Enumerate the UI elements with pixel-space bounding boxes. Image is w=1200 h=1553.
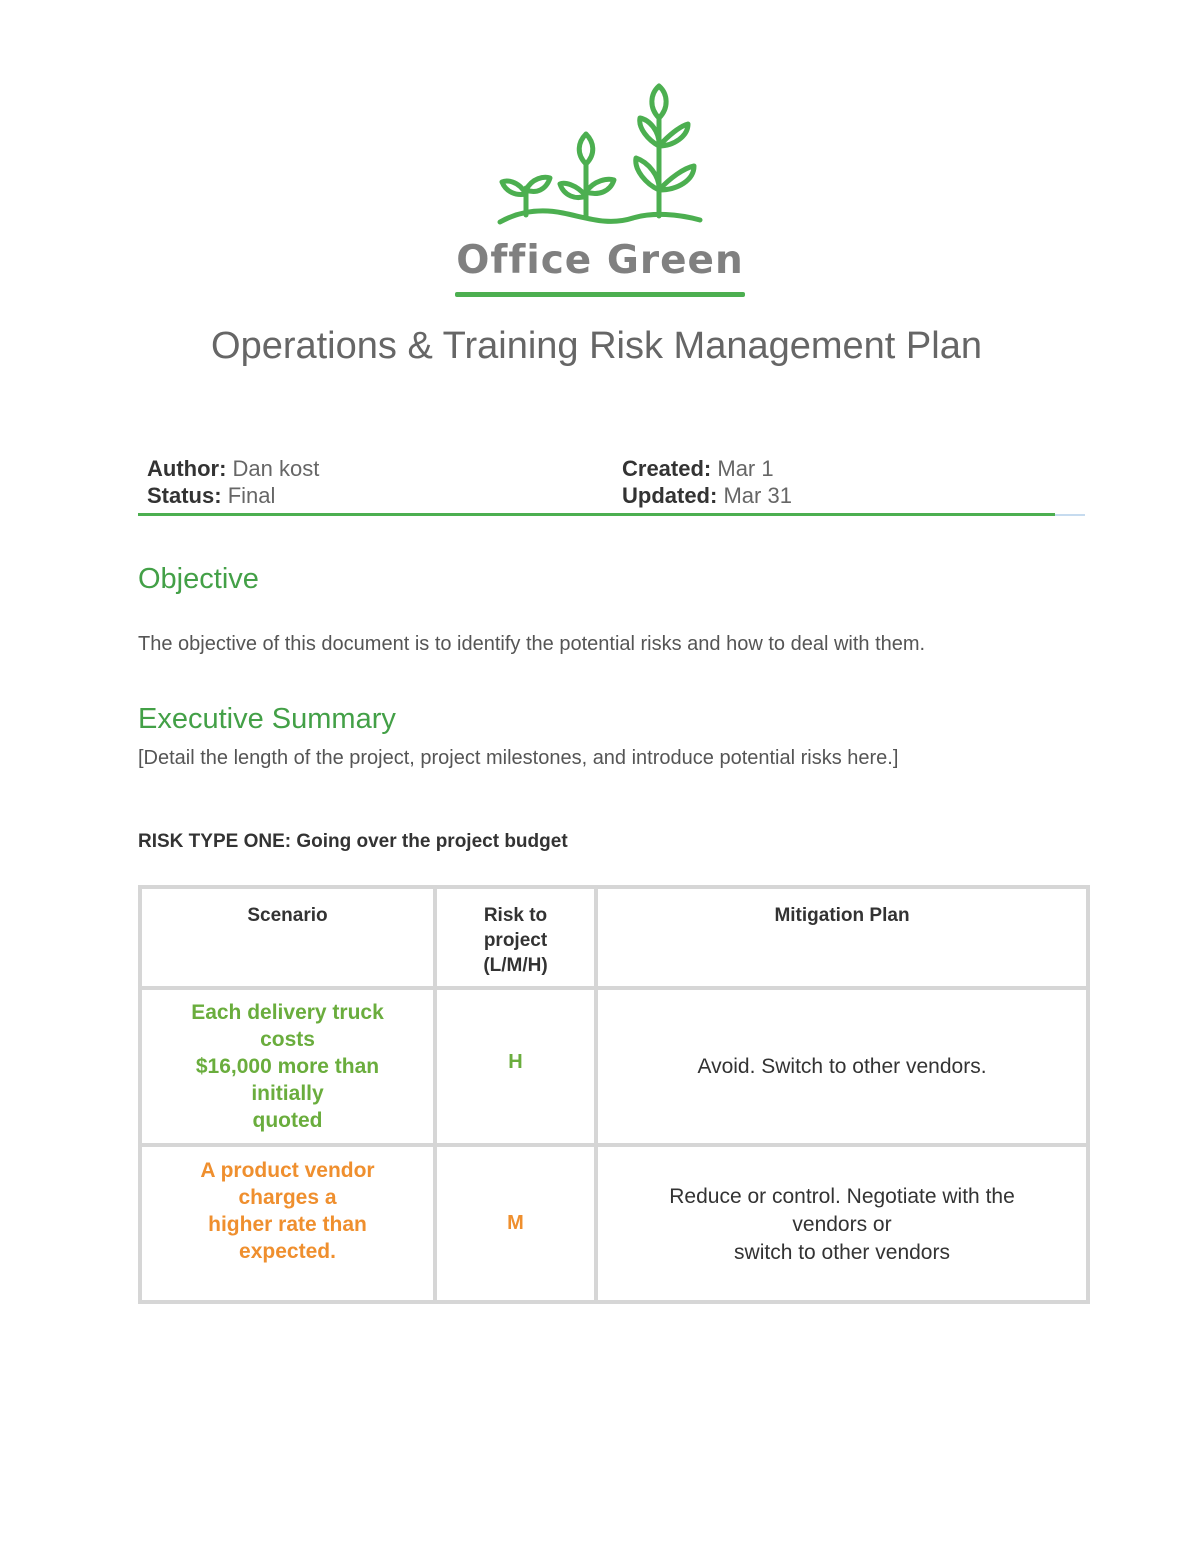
table-row bbox=[140, 1145, 1088, 1302]
mitigation-cell bbox=[596, 1145, 1088, 1302]
updated-value: Mar 31 bbox=[723, 483, 792, 508]
status-line bbox=[147, 482, 319, 509]
author-label: Author: bbox=[147, 456, 227, 481]
scenario-line: A product vendor bbox=[200, 1159, 375, 1182]
brand-name: Office Green bbox=[456, 238, 744, 283]
brand-underline bbox=[455, 292, 745, 297]
meta-left bbox=[147, 455, 319, 509]
table-row bbox=[140, 988, 1088, 1145]
mitigation-line: Reduce or control. Negotiate with the bbox=[669, 1185, 1015, 1208]
executive-summary-heading: Executive Summary bbox=[138, 703, 396, 735]
scenario-line: initially bbox=[251, 1082, 324, 1105]
mitigation-cell bbox=[596, 988, 1088, 1145]
objective-text: The objective of this document is to identify the potential risks and how to deal with them. bbox=[138, 633, 926, 655]
created-line bbox=[622, 455, 792, 482]
header-risk-line: (L/M/H) bbox=[483, 955, 548, 976]
header-scenario: Scenario bbox=[140, 887, 435, 988]
meta-divider-tail bbox=[1055, 514, 1085, 516]
author-value: Dan kost bbox=[232, 456, 320, 481]
updated-label: Updated: bbox=[622, 483, 718, 508]
risk-type-label: RISK TYPE ONE: Going over the project budget bbox=[138, 831, 568, 852]
risk-level-cell: H bbox=[435, 988, 596, 1145]
scenario-line: quoted bbox=[252, 1109, 323, 1132]
scenario-line: Each delivery truck bbox=[191, 1001, 384, 1024]
risk-table bbox=[138, 885, 1090, 1304]
executive-summary-text: [Detail the length of the project, project milestones, and introduce potential risks here.] bbox=[138, 747, 899, 769]
scenario-line: expected. bbox=[239, 1240, 336, 1263]
created-label: Created: bbox=[622, 456, 712, 481]
scenario-line: costs bbox=[260, 1028, 315, 1051]
created-value: Mar 1 bbox=[717, 456, 774, 481]
scenario-line: $16,000 more than bbox=[195, 1055, 380, 1078]
scenario-cell bbox=[140, 988, 435, 1145]
brand-logo bbox=[440, 80, 760, 305]
meta-right bbox=[622, 455, 792, 509]
updated-line bbox=[622, 482, 792, 509]
scenario-line: higher rate than bbox=[208, 1213, 367, 1236]
document-title: Operations & Training Risk Management Plan bbox=[211, 325, 982, 367]
mitigation-line: vendors or bbox=[792, 1213, 892, 1236]
status-label: Status: bbox=[147, 483, 222, 508]
header-risk-line: project bbox=[483, 930, 548, 951]
mitigation-line: switch to other vendors bbox=[734, 1241, 950, 1264]
table-header-row bbox=[140, 887, 1088, 988]
mitigation-line: Avoid. Switch to other vendors. bbox=[697, 1054, 987, 1078]
header-risk bbox=[435, 887, 596, 988]
scenario-cell bbox=[140, 1145, 435, 1302]
scenario-line: charges a bbox=[238, 1186, 337, 1209]
header-mitigation: Mitigation Plan bbox=[596, 887, 1088, 988]
risk-level-cell: M bbox=[435, 1145, 596, 1302]
objective-heading: Objective bbox=[138, 563, 259, 595]
author-line bbox=[147, 455, 319, 482]
header-risk-line: Risk to bbox=[483, 905, 548, 926]
status-value: Final bbox=[227, 483, 276, 508]
meta-divider bbox=[138, 513, 1055, 516]
sprouting-plants-icon bbox=[488, 80, 712, 230]
